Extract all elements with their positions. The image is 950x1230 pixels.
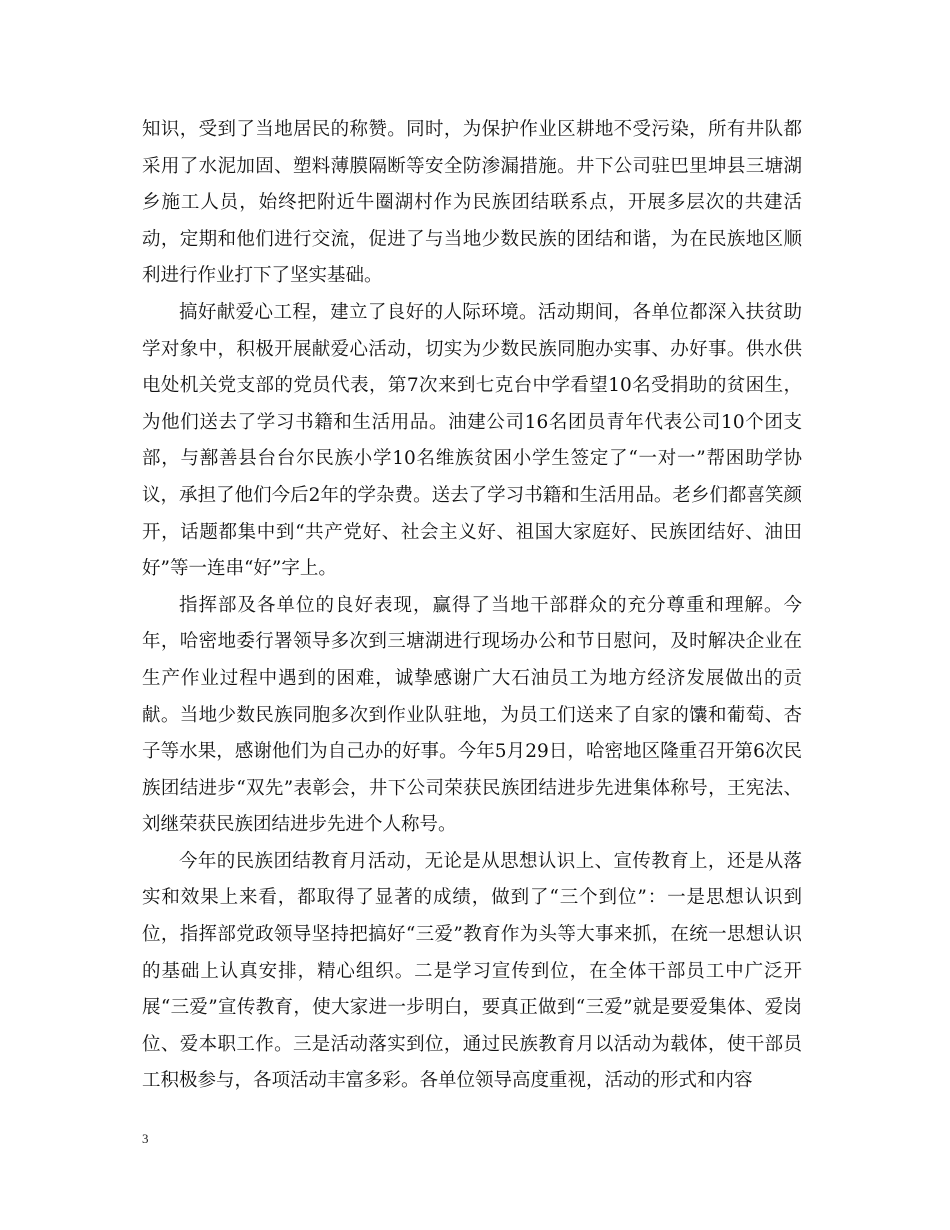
paragraph-1: 知识，受到了当地居民的称赞。同时，为保护作业区耕地不受污染，所有井队都采用了水泥加固、塑料薄膜隔断等安全防渗漏措施。井下公司驻巴里坤县三塘湖乡施工人员，始终把附近牛圈湖村作为民族团结联系点，开展多层次的共建活动，定期和他们进行交流，促进了与当地少数民族的团结和谐，为在民族地区顺利进行作业打下了坚实基础。 xyxy=(142,119,802,287)
page-number: 3 xyxy=(142,1131,149,1146)
paragraph-2: 搞好献爱心工程，建立了良好的人际环境。活动期间，各单位都深入扶贫助学对象中，积极开展献爱心活动，切实为少数民族同胞办实事、办好事。供水供电处机关党支部的党员代表，第7次来到七克台中学看望10名受捐助的贫困生，为他们送去了学习书籍和生活用品。油建公司16名团员青年代表公司10个团支部，与鄯善县台台尔民族小学10名维族贫困小学生签定了“一对一”帮困助学协议，承担了他们今后2年的学杂费。送去了学习书籍和生活用品。老乡们都喜笑颜开，话题都集中到“共产党好、社会主义好、祖国大家庭好、民族团结好、油田好”等一连串“好”字上。 xyxy=(142,301,802,580)
paragraph-4: 今年的民族团结教育月活动，无论是从思想认识上、宣传教育上，还是从落实和效果上来看，都取得了显著的成绩，做到了“三个到位”：一是思想认识到位，指挥部党政领导坚持把搞好“三爱”教育作为头等大事来抓，在统一思想认识的基础上认真安排，精心组织。二是学习宣传到位，在全体干部员工中广泛开展“三爱”宣传教育，使大家进一步明白，要真正做到“三爱”就是要爱集体、爱岗位、爱本职工作。三是活动落实到位，通过民族教育月以活动为载体，使干部员工积极参与，各项活动丰富多彩。各单位领导高度重视，活动的形式和内容 xyxy=(142,850,802,1092)
paragraph-3: 指挥部及各单位的良好表现，赢得了当地干部群众的充分尊重和理解。今年，哈密地委行署领导多次到三塘湖进行现场办公和节日慰问，及时解决企业在生产作业过程中遇到的困难，诚挚感谢广大石油员工为地方经济发展做出的贡献。当地少数民族同胞多次到作业队驻地，为员工们送来了自家的馕和葡萄、杏子等水果，感谢他们为自己办的好事。今年5月29日，哈密地区隆重召开第6次民族团结进步“双先”表彰会，井下公司荣获民族团结进步先进集体称号，王宪法、刘继荣获民族团结进步先进个人称号。 xyxy=(142,594,802,836)
body-text xyxy=(142,112,802,1100)
